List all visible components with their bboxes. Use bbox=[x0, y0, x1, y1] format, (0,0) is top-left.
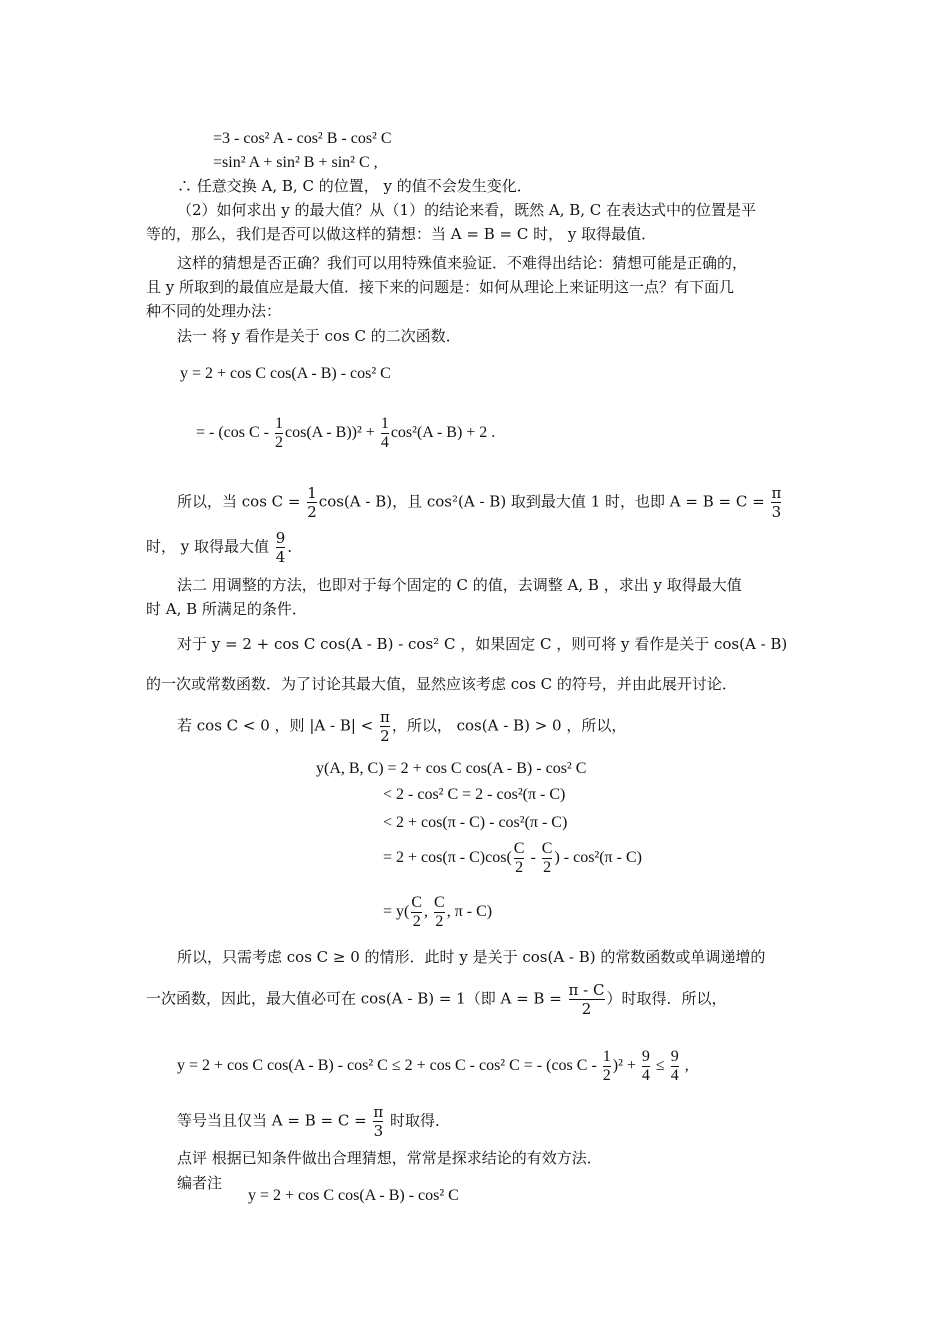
fraction-quarter bbox=[381, 415, 389, 452]
denominator: 2 bbox=[602, 1067, 611, 1084]
numerator: 9 bbox=[275, 529, 286, 547]
eq-line-10: y = 2 + cos C cos(A - B) - cos² C bbox=[180, 365, 391, 382]
denominator: 4 bbox=[641, 1067, 650, 1084]
denominator: 4 bbox=[275, 548, 286, 566]
text-line-5: 等的，那么，我们是否可以做这样的猜想：当 A = B = C 时， y 取得最值． bbox=[146, 225, 657, 243]
eq-part: cos²(A - B) + 2 . bbox=[390, 424, 496, 442]
text-line-25 bbox=[146, 981, 727, 1018]
numerator: 1 bbox=[307, 484, 317, 502]
denominator: 2 bbox=[380, 727, 390, 745]
fraction-pi-2 bbox=[380, 708, 390, 745]
fraction-half bbox=[307, 484, 317, 521]
numerator: 1 bbox=[602, 1048, 611, 1065]
denominator: 2 bbox=[543, 859, 552, 876]
fraction-nine-quarters bbox=[642, 1048, 650, 1085]
text-part: 时取得． bbox=[385, 1111, 451, 1130]
eq-part: )² + bbox=[612, 1057, 640, 1075]
eq-part: = - (cos C - bbox=[196, 424, 274, 442]
denominator: 2 bbox=[569, 999, 605, 1018]
text-line-16: 对于 y = 2 + cos C cos(A - B) - cos² C ，如果固定 C ，则可将 y 看作是关于 cos(A - B) bbox=[177, 635, 788, 653]
denominator: 2 bbox=[515, 859, 524, 876]
eq-line-22: = 2 + cos(π - C)cos( $\frac{C}{2}$ - $\frac{C}{2}$ ) - cos²(π - C) bbox=[383, 840, 642, 876]
text-line-4: （2）如何求出 y 的最大值？从（1）的结论来看，既然 A, B, C 在表达式中的位置是平 bbox=[177, 201, 757, 219]
text-line-18 bbox=[177, 708, 626, 745]
text-line-9: 法一 将 y 看作是关于 cos C 的二次函数． bbox=[177, 327, 461, 345]
numerator: π bbox=[771, 484, 782, 502]
numerator: 1 bbox=[380, 415, 389, 432]
eq-part: , bbox=[680, 1057, 689, 1075]
fraction-nine-quarters bbox=[276, 529, 286, 566]
text-part: 若 cos C < 0 ，则 |A - B| < bbox=[177, 716, 378, 735]
denominator: 2 bbox=[307, 503, 317, 521]
text-line-15: 时 A, B 所满足的条件． bbox=[146, 600, 307, 618]
text-line-29: 编者注 bbox=[177, 1174, 223, 1192]
eq-line-2: =sin² A + sin² B + sin² C , bbox=[213, 154, 378, 171]
fraction-c-2 bbox=[411, 894, 422, 931]
eq-part: = y( bbox=[383, 903, 410, 921]
eq-part: , π - C) bbox=[446, 903, 493, 921]
text-part: ）时取得．所以， bbox=[606, 989, 727, 1008]
fraction-c-2 bbox=[542, 840, 553, 877]
text-part: 时， y 取得最大值 bbox=[146, 537, 274, 556]
eq-part: ≤ bbox=[651, 1057, 669, 1075]
eq-line-19: y(A, B, C) = 2 + cos C cos(A - B) - cos² C bbox=[316, 760, 587, 777]
text-line-24: 所以，只需考虑 cos C ≥ 0 的情形．此时 y 是关于 cos(A - B) 的常数函数或单调递增的 bbox=[177, 948, 766, 966]
numerator: π - C bbox=[568, 981, 605, 999]
text-line-27 bbox=[177, 1103, 450, 1140]
fraction-pi-3 bbox=[373, 1103, 383, 1140]
text-part: 一次函数，因此，最大值必可在 cos(A - B) = 1（即 A = B = bbox=[146, 989, 567, 1008]
numerator: C bbox=[513, 840, 525, 857]
numerator: C bbox=[434, 894, 445, 911]
numerator: C bbox=[541, 840, 553, 857]
text-line-13 bbox=[146, 529, 302, 566]
eq-line-1: =3 - cos² A - cos² B - cos² C bbox=[213, 130, 392, 147]
eq-line-26 bbox=[177, 1048, 689, 1085]
text-line-3: ∴ 任意交换 A, B, C 的位置， y 的值不会发生变化． bbox=[177, 177, 532, 195]
eq-line-20: < 2 - cos² C = 2 - cos²(π - C) bbox=[383, 786, 566, 803]
denominator: 2 bbox=[275, 434, 284, 451]
denominator: 4 bbox=[670, 1067, 679, 1084]
eq-line-30: y = 2 + cos C cos(A - B) - cos² C bbox=[248, 1187, 459, 1204]
denominator: 2 bbox=[435, 913, 444, 930]
fraction-nine-quarters bbox=[671, 1048, 679, 1085]
text-line-8: 种不同的处理办法： bbox=[146, 302, 282, 320]
fraction-half bbox=[603, 1048, 611, 1085]
text-part: cos(A - B)，且 cos²(A - B) 取到最大值 1 时，也即 A = B = C = bbox=[318, 492, 770, 511]
eq-part: = 2 + cos(π - C)cos( bbox=[383, 849, 512, 867]
text-part: 所以，当 cos C = bbox=[177, 492, 306, 511]
eq-part: cos(A - B))² + bbox=[285, 424, 379, 442]
fraction-c-2 bbox=[434, 894, 445, 931]
numerator: π bbox=[373, 1103, 384, 1121]
denominator: 3 bbox=[771, 503, 782, 521]
text-part: ，所以， cos(A - B) > 0 ，所以， bbox=[391, 716, 627, 735]
eq-line-11 bbox=[196, 415, 495, 452]
text-line-12 bbox=[177, 484, 783, 521]
numerator: π bbox=[380, 708, 390, 726]
eq-line-21: < 2 + cos(π - C) - cos²(π - C) bbox=[383, 814, 568, 831]
eq-part: ) - cos²(π - C) bbox=[554, 849, 642, 867]
numerator: 9 bbox=[641, 1048, 650, 1065]
eq-part: y = 2 + cos C cos(A - B) - cos² C ≤ 2 + cos C - cos² C = - (cos C - bbox=[177, 1057, 601, 1075]
text-part: ． bbox=[287, 537, 303, 556]
eq-line-23: = y( $\frac{C}{2}$ , $\frac{C}{2}$ , π - C) bbox=[383, 894, 493, 930]
text-line-14: 法二 用调整的方法，也即对于每个固定的 C 的值，去调整 A, B ，求出 y 取得最大值 bbox=[177, 576, 742, 594]
text-line-6: 这样的猜想是否正确？我们可以用特殊值来验证．不难得出结论：猜想可能是正确的， bbox=[177, 254, 748, 272]
fraction-pi-minus-c-2 bbox=[569, 981, 605, 1018]
numerator: 1 bbox=[275, 415, 284, 432]
fraction-half bbox=[275, 415, 283, 452]
denominator: 2 bbox=[412, 913, 421, 930]
text-line-28: 点评 根据已知条件做出合理猜想，常常是探求结论的有效方法． bbox=[177, 1149, 602, 1167]
text-line-7: 且 y 所取到的最值应是最大值．接下来的问题是：如何从理论上来证明这一点？有下面几 bbox=[146, 278, 735, 296]
numerator: C bbox=[411, 894, 423, 911]
denominator: 4 bbox=[380, 434, 389, 451]
text-part: 等号当且仅当 A = B = C = bbox=[177, 1111, 372, 1130]
text-line-17: 的一次或常数函数．为了讨论其最大值，显然应该考虑 cos C 的符号，并由此展开讨论． bbox=[146, 675, 737, 693]
numerator: 9 bbox=[670, 1048, 679, 1065]
fraction-c-2 bbox=[514, 840, 525, 877]
fraction-pi-3 bbox=[771, 484, 781, 521]
denominator: 3 bbox=[373, 1122, 384, 1140]
